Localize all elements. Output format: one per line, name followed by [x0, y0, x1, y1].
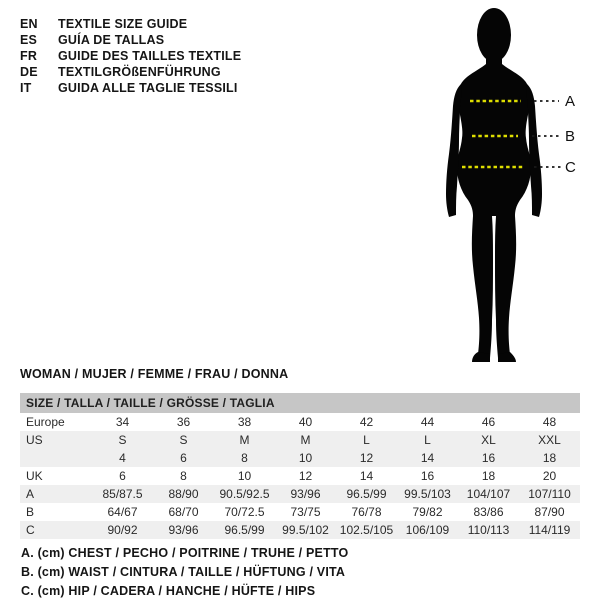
cell: S	[118, 433, 127, 447]
cell: 48	[542, 415, 557, 429]
table-row-hip	[20, 521, 580, 539]
cell: 85/87.5	[102, 487, 143, 501]
cell: XL	[481, 433, 496, 447]
row-label: C	[26, 523, 35, 537]
cell: 90/92	[107, 523, 138, 537]
cell: 87/90	[534, 505, 565, 519]
table-header-row	[20, 393, 580, 413]
cell: M	[239, 433, 250, 447]
cell: 79/82	[412, 505, 443, 519]
section-title-woman: WOMAN / MUJER / FEMME / FRAU / DONNA	[20, 367, 289, 381]
cell: 6	[180, 451, 187, 465]
table-row-europe	[20, 413, 580, 431]
cell: 10	[298, 451, 313, 465]
cell: 6	[119, 469, 126, 483]
lang-row-en	[20, 16, 241, 32]
cell: 99.5/103	[404, 487, 451, 501]
cell: 38	[237, 415, 252, 429]
cell: 107/110	[528, 487, 571, 501]
table-row-uk	[20, 467, 580, 485]
row-label: US	[26, 433, 43, 447]
cell: 14	[359, 469, 374, 483]
language-title-block	[20, 16, 241, 96]
lang-row-it	[20, 80, 241, 96]
lang-code: ES	[20, 33, 38, 47]
cell: 44	[420, 415, 435, 429]
cell: L	[363, 433, 370, 447]
chest-label: A	[565, 93, 576, 110]
cell: M	[300, 433, 311, 447]
cell: 64/67	[107, 505, 138, 519]
cell: 93/96	[290, 487, 321, 501]
cell: 114/119	[528, 523, 571, 537]
measurement-legend	[21, 544, 348, 600]
hip-label: C	[565, 159, 576, 176]
cell: 34	[115, 415, 130, 429]
row-label	[20, 449, 92, 467]
woman-silhouette	[446, 8, 542, 362]
legend-chest: A. (cm) CHEST / PECHO / POITRINE / TRUHE / PETTO	[21, 546, 349, 560]
lang-title: TEXTILE SIZE GUIDE	[58, 17, 188, 31]
row-label: UK	[26, 469, 43, 483]
lang-title: GUIDA ALLE TAGLIE TESSILI	[58, 81, 238, 95]
cell: 93/96	[168, 523, 199, 537]
cell: 76/78	[351, 505, 382, 519]
cell: 104/107	[466, 487, 511, 501]
cell: 96.5/99	[346, 487, 387, 501]
cell: L	[424, 433, 431, 447]
lang-row-de	[20, 64, 241, 80]
lang-row-fr	[20, 48, 241, 64]
cell: 4	[119, 451, 126, 465]
cell: 36	[176, 415, 191, 429]
table-row-us-numeric	[20, 449, 580, 467]
cell: 12	[298, 469, 313, 483]
cell: 42	[359, 415, 374, 429]
cell: 96.5/99	[224, 523, 265, 537]
cell: 12	[359, 451, 374, 465]
table-row-chest	[20, 485, 580, 503]
waist-label: B	[565, 128, 576, 145]
cell: 88/90	[168, 487, 199, 501]
cell: 10	[237, 469, 252, 483]
cell: 106/109	[405, 523, 450, 537]
cell: XXL	[538, 433, 561, 447]
lang-code: FR	[20, 49, 38, 63]
lang-title: TEXTILGRÖßENFÜHRUNG	[58, 65, 221, 79]
cell: 40	[298, 415, 313, 429]
size-table	[20, 393, 580, 539]
lang-code: IT	[20, 81, 32, 95]
cell: 18	[481, 469, 496, 483]
legend-hip: C. (cm) HIP / CADERA / HANCHE / HÜFTE / HIPS	[21, 584, 316, 598]
lang-row-es	[20, 32, 241, 48]
row-label: A	[26, 487, 35, 501]
cell: 99.5/102	[282, 523, 329, 537]
cell: S	[179, 433, 188, 447]
lang-title: GUÍA DE TALLAS	[58, 33, 165, 47]
measurement-figure	[420, 4, 590, 366]
table-row-us	[20, 431, 580, 449]
cell: 102.5/105	[339, 523, 394, 537]
lang-title: GUIDE DES TAILLES TEXTILE	[58, 49, 242, 63]
lang-code: DE	[20, 65, 38, 79]
row-label: Europe	[26, 415, 65, 429]
cell: 90.5/92.5	[219, 487, 270, 501]
cell: 16	[481, 451, 496, 465]
cell: 70/72.5	[224, 505, 265, 519]
cell: 46	[481, 415, 496, 429]
cell: 20	[542, 469, 557, 483]
cell: 83/86	[473, 505, 504, 519]
cell: 110/113	[467, 523, 510, 537]
cell: 14	[420, 451, 435, 465]
cell: 8	[241, 451, 248, 465]
lang-code: EN	[20, 17, 38, 31]
woman-silhouette-svg	[420, 4, 590, 366]
cell: 73/75	[290, 505, 321, 519]
cell: 16	[420, 469, 435, 483]
cell: 8	[180, 469, 187, 483]
table-row-waist	[20, 503, 580, 521]
legend-waist: B. (cm) WAIST / CINTURA / TAILLE / HÜFTUNG / VITA	[21, 565, 346, 579]
cell: 18	[542, 451, 557, 465]
cell: 68/70	[168, 505, 199, 519]
table-header: SIZE / TALLA / TAILLE / GRÖSSE / TAGLIA	[20, 393, 580, 413]
row-label: B	[26, 505, 35, 519]
